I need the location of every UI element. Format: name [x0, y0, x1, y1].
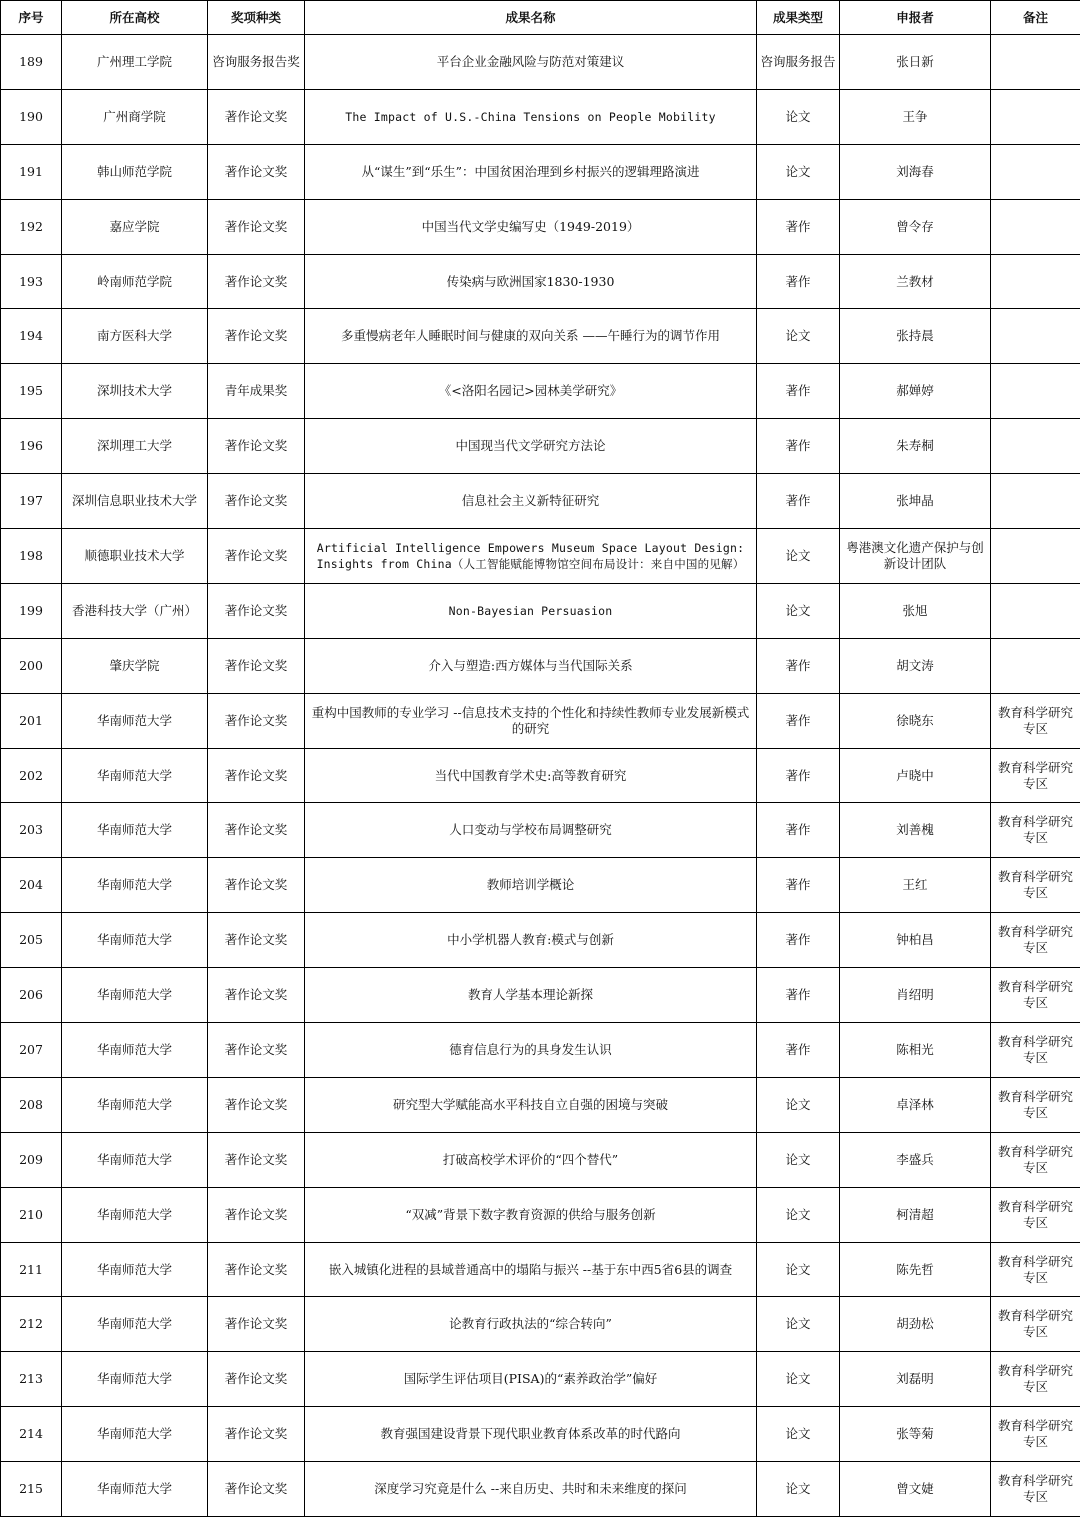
- cell-serial: 198: [1, 529, 62, 584]
- cell-award-type: 著作论文奖: [208, 1407, 305, 1462]
- cell-school: 华南师范大学: [62, 968, 208, 1023]
- cell-title: 中国现当代文学研究方法论: [305, 419, 757, 474]
- cell-applicant: 陈相光: [840, 1023, 991, 1078]
- table-row: [1, 419, 1080, 474]
- cell-serial: 190: [1, 89, 62, 144]
- cell-applicant: 刘善槐: [840, 803, 991, 858]
- table-row: [1, 748, 1080, 803]
- cell-serial: 204: [1, 858, 62, 913]
- cell-award-type: 著作论文奖: [208, 144, 305, 199]
- cell-result-type: 论文: [757, 1077, 840, 1132]
- cell-title: The Impact of U.S.-China Tensions on People Mobility: [305, 89, 757, 144]
- cell-applicant: 胡劲松: [840, 1297, 991, 1352]
- cell-title: 中小学机器人教育:模式与创新: [305, 913, 757, 968]
- cell-result-type: 著作: [757, 1023, 840, 1078]
- cell-result-type: 著作: [757, 254, 840, 309]
- cell-award-type: 著作论文奖: [208, 1023, 305, 1078]
- cell-award-type: 著作论文奖: [208, 199, 305, 254]
- table-row: [1, 1462, 1080, 1517]
- cell-school: 肇庆学院: [62, 638, 208, 693]
- cell-serial: 206: [1, 968, 62, 1023]
- cell-serial: 215: [1, 1462, 62, 1517]
- cell-school: 广州理工学院: [62, 35, 208, 90]
- cell-note: 教育科学研究专区: [991, 1187, 1080, 1242]
- header-note: 备注: [991, 1, 1080, 35]
- table-row: [1, 1407, 1080, 1462]
- cell-serial: 200: [1, 638, 62, 693]
- cell-serial: 195: [1, 364, 62, 419]
- cell-school: 华南师范大学: [62, 1023, 208, 1078]
- cell-school: 华南师范大学: [62, 1297, 208, 1352]
- cell-title: 《<洛阳名园记>园林美学研究》: [305, 364, 757, 419]
- cell-serial: 209: [1, 1132, 62, 1187]
- cell-award-type: 著作论文奖: [208, 638, 305, 693]
- cell-school: 华南师范大学: [62, 1242, 208, 1297]
- cell-result-type: 论文: [757, 583, 840, 638]
- cell-school: 岭南师范学院: [62, 254, 208, 309]
- cell-note: [991, 254, 1080, 309]
- cell-serial: 213: [1, 1352, 62, 1407]
- table-row: [1, 199, 1080, 254]
- table-row: [1, 1352, 1080, 1407]
- cell-serial: 207: [1, 1023, 62, 1078]
- cell-school: 华南师范大学: [62, 1407, 208, 1462]
- table-row: [1, 1242, 1080, 1297]
- cell-title: 传染病与欧洲国家1830-1930: [305, 254, 757, 309]
- cell-applicant: 张旭: [840, 583, 991, 638]
- cell-result-type: 论文: [757, 1132, 840, 1187]
- cell-title: 教育人学基本理论新探: [305, 968, 757, 1023]
- cell-award-type: 著作论文奖: [208, 474, 305, 529]
- table-row: [1, 1132, 1080, 1187]
- cell-title: 嵌入城镇化进程的县域普通高中的塌陷与振兴 --基于东中西5省6县的调查: [305, 1242, 757, 1297]
- cell-applicant: 张等菊: [840, 1407, 991, 1462]
- cell-applicant: 肖绍明: [840, 968, 991, 1023]
- table-row: [1, 693, 1080, 748]
- cell-award-type: 著作论文奖: [208, 1077, 305, 1132]
- cell-note: [991, 199, 1080, 254]
- cell-title: 国际学生评估项目(PISA)的“素养政治学”偏好: [305, 1352, 757, 1407]
- cell-school: 华南师范大学: [62, 803, 208, 858]
- cell-applicant: 卢晓中: [840, 748, 991, 803]
- cell-serial: 193: [1, 254, 62, 309]
- cell-serial: 214: [1, 1407, 62, 1462]
- cell-award-type: 著作论文奖: [208, 803, 305, 858]
- cell-note: [991, 583, 1080, 638]
- cell-note: 教育科学研究专区: [991, 968, 1080, 1023]
- cell-result-type: 著作: [757, 913, 840, 968]
- table-body: [1, 35, 1080, 1517]
- cell-title: 深度学习究竟是什么 --来自历史、共时和未来维度的探问: [305, 1462, 757, 1517]
- table-row: [1, 254, 1080, 309]
- cell-note: [991, 638, 1080, 693]
- cell-result-type: 著作: [757, 419, 840, 474]
- table-row: [1, 858, 1080, 913]
- cell-award-type: 著作论文奖: [208, 254, 305, 309]
- cell-note: 教育科学研究专区: [991, 1077, 1080, 1132]
- cell-school: 南方医科大学: [62, 309, 208, 364]
- cell-note: [991, 309, 1080, 364]
- cell-school: 深圳信息职业技术大学: [62, 474, 208, 529]
- cell-award-type: 著作论文奖: [208, 1132, 305, 1187]
- header-award-type: 奖项种类: [208, 1, 305, 35]
- cell-award-type: 著作论文奖: [208, 419, 305, 474]
- cell-school: 深圳技术大学: [62, 364, 208, 419]
- cell-school: 华南师范大学: [62, 1462, 208, 1517]
- cell-note: 教育科学研究专区: [991, 1352, 1080, 1407]
- cell-serial: 191: [1, 144, 62, 199]
- cell-result-type: 著作: [757, 968, 840, 1023]
- cell-serial: 196: [1, 419, 62, 474]
- cell-note: 教育科学研究专区: [991, 1132, 1080, 1187]
- cell-applicant: 刘海春: [840, 144, 991, 199]
- header-result-type: 成果类型: [757, 1, 840, 35]
- table-row: [1, 638, 1080, 693]
- cell-note: 教育科学研究专区: [991, 913, 1080, 968]
- cell-result-type: 咨询服务报告: [757, 35, 840, 90]
- cell-award-type: 著作论文奖: [208, 858, 305, 913]
- cell-note: 教育科学研究专区: [991, 1242, 1080, 1297]
- cell-note: 教育科学研究专区: [991, 693, 1080, 748]
- cell-applicant: 粤港澳文化遗产保护与创新设计团队: [840, 529, 991, 584]
- table-row: [1, 583, 1080, 638]
- cell-result-type: 论文: [757, 309, 840, 364]
- cell-title: 从“谋生”到“乐生”：中国贫困治理到乡村振兴的逻辑理路演进: [305, 144, 757, 199]
- cell-title: 德育信息行为的具身发生认识: [305, 1023, 757, 1078]
- cell-note: [991, 89, 1080, 144]
- cell-applicant: 陈先哲: [840, 1242, 991, 1297]
- cell-award-type: 著作论文奖: [208, 1352, 305, 1407]
- header-applicant: 申报者: [840, 1, 991, 35]
- table-row: [1, 1187, 1080, 1242]
- cell-result-type: 著作: [757, 199, 840, 254]
- cell-applicant: 朱寿桐: [840, 419, 991, 474]
- cell-serial: 212: [1, 1297, 62, 1352]
- cell-applicant: 曾令存: [840, 199, 991, 254]
- cell-school: 韩山师范学院: [62, 144, 208, 199]
- cell-result-type: 著作: [757, 638, 840, 693]
- cell-school: 华南师范大学: [62, 1352, 208, 1407]
- cell-award-type: 著作论文奖: [208, 583, 305, 638]
- cell-serial: 201: [1, 693, 62, 748]
- table-header: [1, 1, 1080, 35]
- header-school: 所在高校: [62, 1, 208, 35]
- cell-note: 教育科学研究专区: [991, 803, 1080, 858]
- cell-school: 嘉应学院: [62, 199, 208, 254]
- cell-title: 介入与塑造:西方媒体与当代国际关系: [305, 638, 757, 693]
- cell-award-type: 著作论文奖: [208, 529, 305, 584]
- cell-title: 信息社会主义新特征研究: [305, 474, 757, 529]
- cell-school: 香港科技大学（广州）: [62, 583, 208, 638]
- cell-serial: 202: [1, 748, 62, 803]
- cell-note: [991, 364, 1080, 419]
- cell-result-type: 论文: [757, 529, 840, 584]
- cell-title: 打破高校学术评价的“四个替代”: [305, 1132, 757, 1187]
- cell-title: 教育强国建设背景下现代职业教育体系改革的时代路向: [305, 1407, 757, 1462]
- cell-result-type: 论文: [757, 1187, 840, 1242]
- cell-award-type: 著作论文奖: [208, 693, 305, 748]
- cell-title: 论教育行政执法的“综合转向”: [305, 1297, 757, 1352]
- cell-serial: 199: [1, 583, 62, 638]
- cell-school: 华南师范大学: [62, 748, 208, 803]
- cell-note: [991, 529, 1080, 584]
- cell-applicant: 王争: [840, 89, 991, 144]
- cell-award-type: 著作论文奖: [208, 748, 305, 803]
- cell-school: 华南师范大学: [62, 913, 208, 968]
- cell-applicant: 张日新: [840, 35, 991, 90]
- cell-school: 华南师范大学: [62, 1077, 208, 1132]
- table-row: [1, 364, 1080, 419]
- table-row: [1, 144, 1080, 199]
- cell-applicant: 兰教材: [840, 254, 991, 309]
- cell-school: 华南师范大学: [62, 858, 208, 913]
- cell-school: 广州商学院: [62, 89, 208, 144]
- cell-note: [991, 144, 1080, 199]
- cell-title: 教师培训学概论: [305, 858, 757, 913]
- cell-result-type: 论文: [757, 89, 840, 144]
- cell-title: 当代中国教育学术史:高等教育研究: [305, 748, 757, 803]
- cell-note: 教育科学研究专区: [991, 1462, 1080, 1517]
- cell-result-type: 著作: [757, 748, 840, 803]
- cell-applicant: 刘磊明: [840, 1352, 991, 1407]
- header-serial: 序号: [1, 1, 62, 35]
- cell-award-type: 著作论文奖: [208, 1242, 305, 1297]
- cell-applicant: 郝婵婷: [840, 364, 991, 419]
- cell-title: 人口变动与学校布局调整研究: [305, 803, 757, 858]
- cell-award-type: 著作论文奖: [208, 1462, 305, 1517]
- cell-serial: 205: [1, 913, 62, 968]
- cell-serial: 203: [1, 803, 62, 858]
- cell-applicant: 卓泽林: [840, 1077, 991, 1132]
- cell-award-type: 咨询服务报告奖: [208, 35, 305, 90]
- cell-title: 重构中国教师的专业学习 --信息技术支持的个性化和持续性教师专业发展新模式的研究: [305, 693, 757, 748]
- cell-applicant: 王红: [840, 858, 991, 913]
- cell-applicant: 徐晓东: [840, 693, 991, 748]
- cell-applicant: 张坤晶: [840, 474, 991, 529]
- cell-serial: 208: [1, 1077, 62, 1132]
- table-row: [1, 1077, 1080, 1132]
- cell-serial: 210: [1, 1187, 62, 1242]
- cell-applicant: 柯清超: [840, 1187, 991, 1242]
- cell-result-type: 著作: [757, 364, 840, 419]
- cell-serial: 197: [1, 474, 62, 529]
- cell-result-type: 著作: [757, 803, 840, 858]
- table-row: [1, 803, 1080, 858]
- cell-award-type: 著作论文奖: [208, 309, 305, 364]
- cell-result-type: 著作: [757, 693, 840, 748]
- cell-note: 教育科学研究专区: [991, 1297, 1080, 1352]
- cell-result-type: 论文: [757, 1242, 840, 1297]
- table-row: [1, 913, 1080, 968]
- cell-school: 顺德职业技术大学: [62, 529, 208, 584]
- cell-note: 教育科学研究专区: [991, 748, 1080, 803]
- cell-award-type: 著作论文奖: [208, 89, 305, 144]
- cell-note: 教育科学研究专区: [991, 1407, 1080, 1462]
- cell-school: 华南师范大学: [62, 1132, 208, 1187]
- table-row: [1, 968, 1080, 1023]
- cell-result-type: 论文: [757, 1297, 840, 1352]
- cell-award-type: 著作论文奖: [208, 968, 305, 1023]
- cell-award-type: 著作论文奖: [208, 913, 305, 968]
- cell-school: 深圳理工大学: [62, 419, 208, 474]
- table-row: [1, 529, 1080, 584]
- cell-school: 华南师范大学: [62, 1187, 208, 1242]
- cell-serial: 192: [1, 199, 62, 254]
- cell-applicant: 胡文涛: [840, 638, 991, 693]
- cell-note: [991, 35, 1080, 90]
- cell-note: 教育科学研究专区: [991, 1023, 1080, 1078]
- cell-title: Artificial Intelligence Empowers Museum Space Layout Design: Insights from China（人工智能赋能博物馆空间布局设计：来自中国的见解）: [305, 529, 757, 584]
- cell-note: [991, 419, 1080, 474]
- cell-result-type: 论文: [757, 1407, 840, 1462]
- cell-title: 中国当代文学史编写史（1949-2019）: [305, 199, 757, 254]
- cell-title: 平台企业金融风险与防范对策建议: [305, 35, 757, 90]
- table-row: [1, 89, 1080, 144]
- cell-note: [991, 474, 1080, 529]
- cell-award-type: 青年成果奖: [208, 364, 305, 419]
- cell-serial: 194: [1, 309, 62, 364]
- cell-note: 教育科学研究专区: [991, 858, 1080, 913]
- table-row: [1, 1297, 1080, 1352]
- header-row: [1, 1, 1080, 35]
- cell-result-type: 著作: [757, 474, 840, 529]
- cell-serial: 211: [1, 1242, 62, 1297]
- table-row: [1, 35, 1080, 90]
- table-row: [1, 1023, 1080, 1078]
- cell-title: 多重慢病老年人睡眠时间与健康的双向关系 ——午睡行为的调节作用: [305, 309, 757, 364]
- cell-applicant: 张持晨: [840, 309, 991, 364]
- cell-title: 研究型大学赋能高水平科技自立自强的困境与突破: [305, 1077, 757, 1132]
- table-row: [1, 474, 1080, 529]
- cell-result-type: 论文: [757, 1462, 840, 1517]
- cell-award-type: 著作论文奖: [208, 1297, 305, 1352]
- table-row: [1, 309, 1080, 364]
- cell-title: Non-Bayesian Persuasion: [305, 583, 757, 638]
- cell-school: 华南师范大学: [62, 693, 208, 748]
- cell-result-type: 论文: [757, 144, 840, 199]
- cell-applicant: 李盛兵: [840, 1132, 991, 1187]
- cell-award-type: 著作论文奖: [208, 1187, 305, 1242]
- cell-serial: 189: [1, 35, 62, 90]
- cell-result-type: 著作: [757, 858, 840, 913]
- cell-result-type: 论文: [757, 1352, 840, 1407]
- header-title: 成果名称: [305, 1, 757, 35]
- cell-applicant: 曾文婕: [840, 1462, 991, 1517]
- cell-title: “双减”背景下数字教育资源的供给与服务创新: [305, 1187, 757, 1242]
- cell-applicant: 钟柏昌: [840, 913, 991, 968]
